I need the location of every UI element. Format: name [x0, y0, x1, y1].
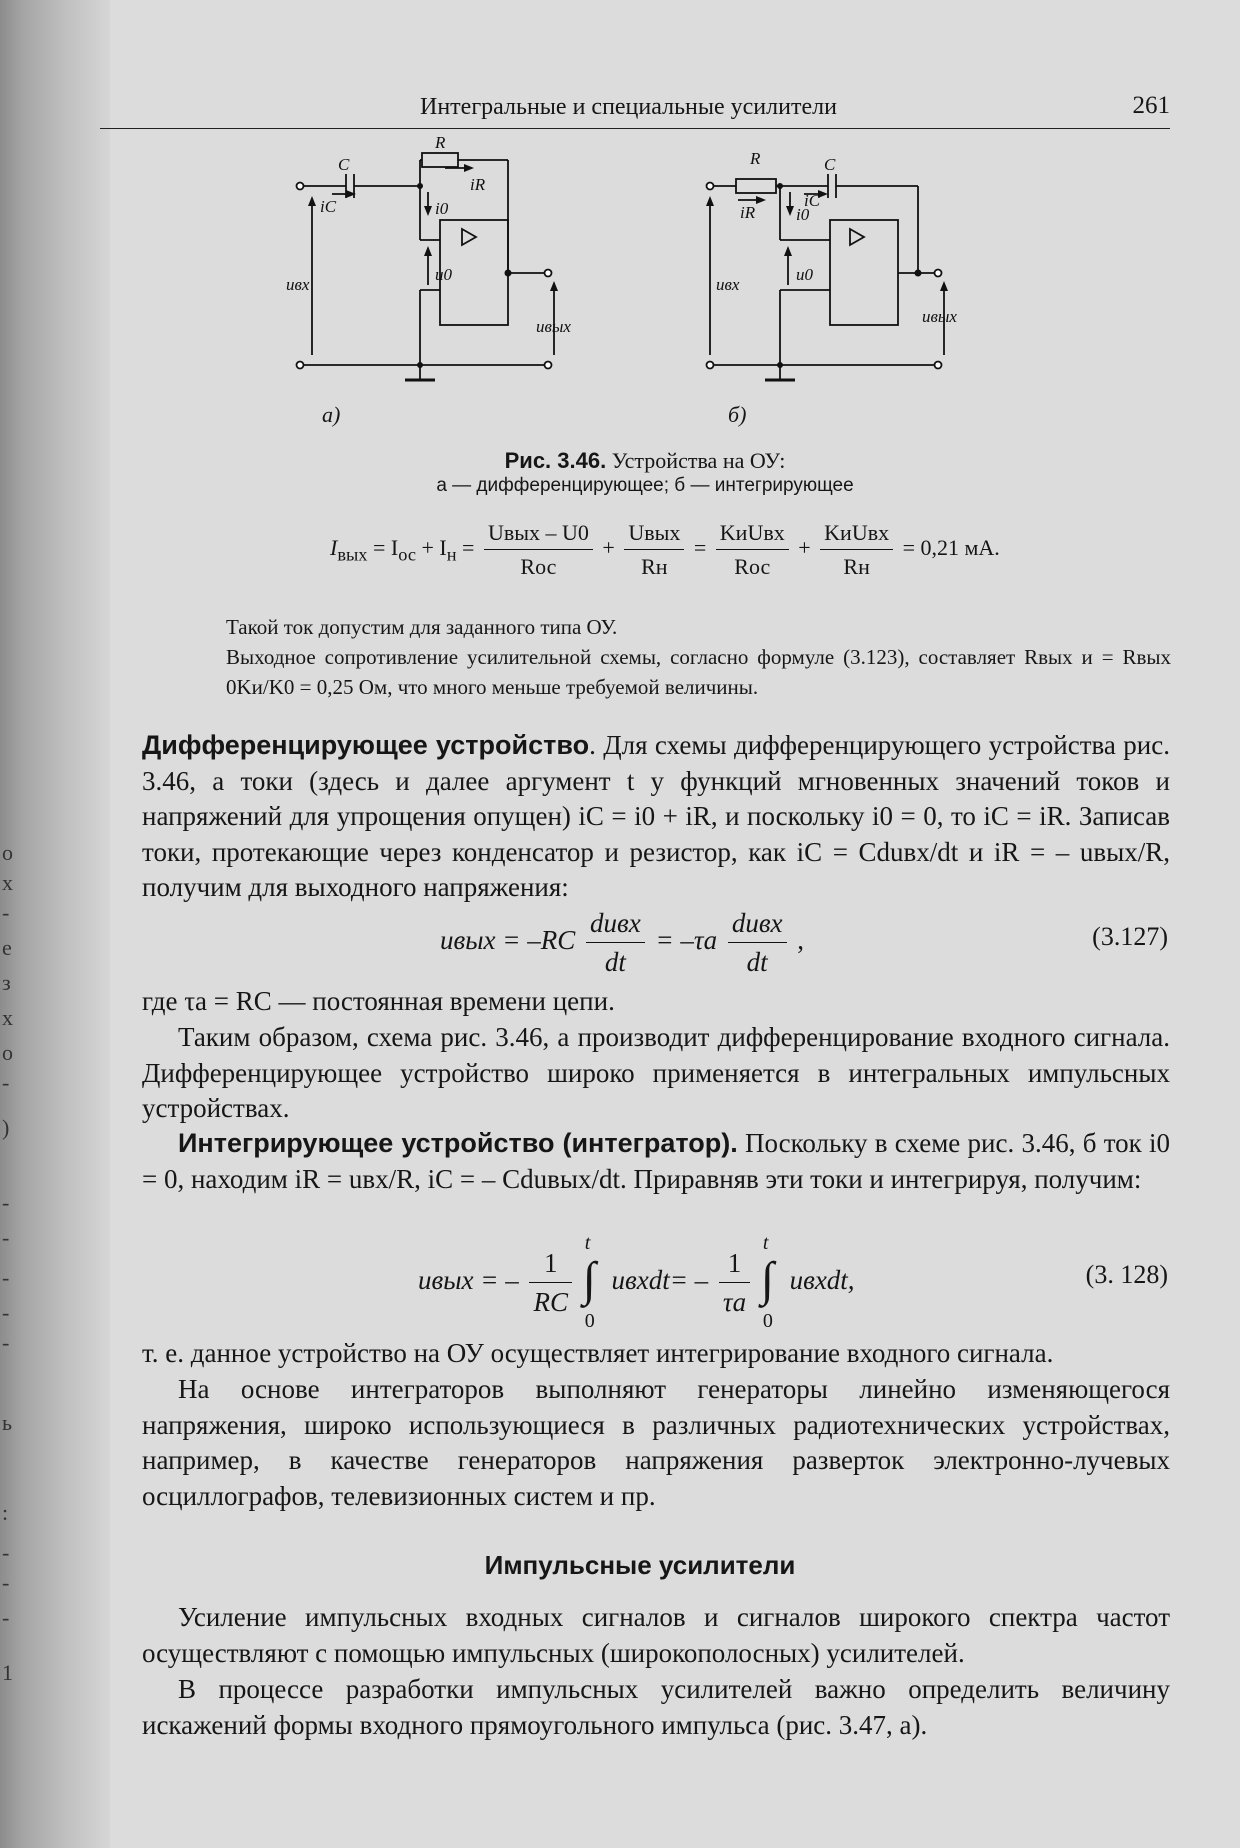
heading-integrator: Интегрирующее устройство (интегратор).	[178, 1128, 738, 1158]
f3-den: Rос	[734, 554, 771, 579]
eq128-lower: 0	[584, 1310, 595, 1332]
label-iR: iR	[740, 203, 756, 222]
where-line: где τa = RC — постоянная времени цепи.	[142, 986, 615, 1016]
paragraph-differentiation-summary: Таким образом, схема рис. 3.46, а производит дифференцирование входного сигнала. Дифференцирующее устройство широко применяется в интегральных импульсных устройствах.	[142, 1022, 1170, 1123]
circuit-integrator	[700, 150, 970, 395]
eq128-frac2	[719, 1248, 750, 1318]
figure-caption-number: Рис. 3.46.	[504, 448, 607, 473]
page-number: 261	[1132, 92, 1170, 119]
paragraph-integration-result: т. е. данное устройство на ОУ осуществляет интегрирование входного сигнала.	[142, 1338, 1054, 1368]
label-iC: iC	[320, 197, 337, 216]
edge-glyph: -	[2, 1225, 10, 1250]
section-differentiator	[142, 728, 1170, 906]
eq128-upper: t	[584, 1232, 591, 1254]
label-u0: u0	[796, 265, 813, 284]
eq-equals: =	[462, 535, 475, 561]
label-C: C	[338, 155, 350, 174]
equation-output-current	[330, 520, 1000, 580]
circuit-differentiator	[286, 133, 590, 395]
eq-plus2: +	[798, 535, 811, 561]
eq127-num: duвх	[586, 908, 645, 943]
paragraph-pulse-distortion: В процессе разработки импульсных усилителей важно определить величину искажений формы входного прямоугольного импульса (рис. 3.47, а).	[142, 1674, 1170, 1740]
label-uvyx: uвых	[536, 317, 571, 336]
equation-number-3-127: (3.127)	[1092, 922, 1168, 951]
label-iR: iR	[470, 175, 486, 194]
edge-glyph: о	[2, 1040, 13, 1065]
eq-term2: + I	[421, 535, 447, 561]
edge-glyph: -	[2, 1265, 10, 1290]
running-head-title: Интегральные и специальные усилители	[420, 94, 837, 120]
eq127-den: dt	[604, 947, 626, 977]
f1-num: Uвых – U0	[484, 520, 593, 550]
eq127-num2: duвх	[728, 908, 787, 943]
eq128-upper2: t	[762, 1232, 769, 1254]
edge-glyph: -	[2, 1605, 10, 1630]
eq128-num2: 1	[719, 1248, 750, 1283]
eq127-frac2	[728, 908, 787, 978]
label-u0: u0	[435, 265, 452, 284]
eq-plus1: +	[602, 535, 615, 561]
paragraph-output-resistance: Выходное сопротивление усилительной схемы, согласно формуле (3.123), составляет Rвых и = Rвых 0Kи/K0 = 0,25 Ом, что много меньше требуемой величины.	[226, 645, 1171, 699]
eq127-frac1	[586, 908, 645, 978]
equation-3-127	[440, 908, 804, 978]
label-R: R	[750, 149, 761, 168]
fraction-2	[624, 520, 684, 580]
text-integrator: Поскольку в схеме рис. 3.46, б ток i0 = 0, находим iR = uвх/R, iC = – Cduвых/dt. Приравняв эти токи и интегрируя, получим:	[142, 1128, 1170, 1194]
heading-pulse-amplifiers: Импульсные усилители	[484, 1550, 796, 1580]
equation-3-128	[418, 1232, 855, 1332]
eq-lhs-sub: вых	[337, 544, 368, 565]
eq127-den2: dt	[746, 947, 768, 977]
eq128-integral-1	[582, 1232, 605, 1332]
edge-glyph: -	[2, 1330, 10, 1355]
eq128-integral-2	[760, 1232, 783, 1332]
edge-glyph: -	[2, 1190, 10, 1215]
figure-caption	[120, 448, 1170, 474]
f3-num: KиUвх	[716, 520, 789, 550]
fraction-3	[716, 520, 789, 580]
label-uvx: uвх	[716, 275, 740, 294]
label-iC: iC	[804, 191, 821, 210]
eq128-den2: τa	[722, 1287, 747, 1317]
f4-den: Rн	[843, 554, 870, 579]
eq127-mid: = –τa	[655, 925, 718, 956]
figure-caption-text: Устройства на ОУ:	[606, 448, 786, 473]
edge-glyph: -	[2, 1300, 10, 1325]
fraction-1	[484, 520, 593, 580]
edge-glyph: х	[2, 1005, 13, 1030]
running-header	[100, 88, 1170, 129]
eq127-end: ,	[797, 925, 805, 956]
f2-den: Rн	[641, 554, 668, 579]
f1-den: Rос	[520, 554, 557, 579]
edge-glyph: )	[2, 1115, 10, 1140]
equation-number-3-128: (3. 128)	[1085, 1260, 1168, 1289]
label-uvyx: uвых	[922, 307, 957, 326]
edge-glyph: з	[2, 970, 11, 995]
eq128-den: RC	[533, 1287, 568, 1317]
eq128-int-sign: ∫	[582, 1253, 596, 1306]
label-i0: i0	[435, 199, 449, 218]
section-integrator	[142, 1126, 1170, 1197]
eq128-int-sign2: ∫	[760, 1253, 774, 1306]
label-C: C	[824, 155, 836, 174]
heading-differentiator: Дифференцирующее устройство	[142, 730, 590, 760]
paragraph-ramp-generators: На основе интеграторов выполняют генераторы линейно изменяющегося напряжения, широко использующиеся в различных радиотехнических устройствах, например, в качестве генераторов напряжения разверток электронно-лучевых осциллографов, телевизионных систем и пр.	[142, 1374, 1170, 1511]
eq-term2-sub: н	[446, 544, 457, 565]
eq-result: = 0,21 мА.	[902, 535, 1000, 561]
eq128-num: 1	[529, 1248, 572, 1283]
eq127-lhs: uвых = –RC	[440, 925, 576, 956]
eq128-lower2: 0	[762, 1310, 773, 1332]
eq128-body1: uвхdt= –	[611, 1265, 709, 1296]
figure-label-a: a)	[322, 402, 341, 427]
eq128-lhs: uвых = –	[418, 1265, 519, 1296]
figure-label-b: б)	[728, 402, 747, 427]
eq-term1: = I	[372, 535, 399, 561]
edge-glyph: -	[2, 1070, 10, 1095]
edge-glyph: -	[2, 1540, 10, 1565]
label-i0: i0	[796, 205, 810, 224]
edge-glyph: е	[2, 935, 12, 960]
fraction-4	[820, 520, 893, 580]
eq-equals2: =	[693, 535, 707, 561]
edge-glyph: -	[2, 1570, 10, 1595]
edge-glyph: 1	[2, 1660, 13, 1685]
paragraph-current-ok: Такой ток допустим для заданного типа ОУ.	[226, 615, 618, 639]
edge-glyph: -	[2, 900, 10, 925]
eq-lhs: I	[330, 535, 338, 561]
edge-glyph: о	[2, 840, 13, 865]
f2-num: Uвых	[624, 520, 684, 550]
figure-caption-sub: а — дифференцирующее; б — интегрирующее	[436, 475, 854, 496]
text-differentiator: . Для схемы дифференцирующего устройства рис. 3.46, а токи (здесь и далее аргумент t у функций мгновенных значений токов и напряжений для упрощения опущен) iC = i0 + iR, и поскольку i0 = 0, то iC = iR. Записав токи, протекающие через конденсатор и резистор, как iC = Cduвх/dt и iR = – uвых/R, получим для выходного напряжения:	[142, 730, 1170, 902]
eq128-body2: uвхdt,	[789, 1265, 855, 1296]
label-R: R	[435, 133, 446, 152]
edge-glyph: :	[2, 1500, 9, 1525]
edge-glyph: х	[2, 870, 13, 895]
eq128-frac1	[529, 1248, 572, 1318]
eq-term1-sub: ос	[398, 544, 416, 565]
f4-num: KиUвх	[820, 520, 893, 550]
label-uvx: uвх	[286, 275, 310, 294]
paragraph-pulse-amplifiers: Усиление импульсных входных сигналов и сигналов широкого спектра частот осуществляют с помощью импульсных (широкополосных) усилителей.	[142, 1602, 1170, 1668]
edge-glyph: ь	[2, 1410, 13, 1435]
